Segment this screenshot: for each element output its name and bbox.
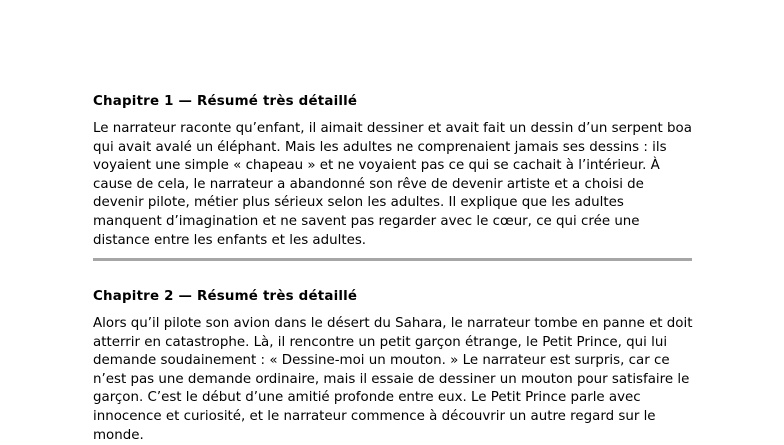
- section-divider: [93, 258, 692, 261]
- chapter-2-heading: Chapitre 2 — Résumé très détaillé: [93, 289, 358, 304]
- chapter-2-summary: Alors qu’il pilote son avion dans le désert du Sahara, le narrateur tombe en panne et doit atterrir en catastrophe. Là, il rencontre un petit garçon étrange, le Petit Prince, qui lui demande soudainement : « Dessine-moi un mouton. » Le narrateur est surpris, car ce n’est pas une demande ordinaire, mais il essaie de dessiner un mouton pour satisfaire le garçon. C’est le début d’une amitié profonde entre eux. Le Petit Prince parle avec innocence et curiosité, et le narrateur commence à découvrir un autre regard sur le monde.: [93, 316, 693, 443]
- chapter-1-section: [93, 93, 693, 250]
- chapter-2-section: [93, 288, 693, 445]
- chapter-1-summary: Le narrateur raconte qu’enfant, il aimait dessiner et avait fait un dessin d’un serpent boa qui avait avalé un éléphant. Mais les adultes ne comprenaient jamais ses dessins : ils voyaient une simple « chapeau » et ne voyaient pas ce qui se cachait à l’intérieur. À cause de cela, le narrateur a abandonné son rêve de devenir artiste et a choisi de devenir pilote, métier plus sérieux selon les adultes. Il explique que les adultes manquent d’imagination et ne savent pas regarder avec le cœur, ce qui crée une distance entre les enfants et les adultes.: [93, 121, 692, 248]
- chapter-1-heading: Chapitre 1 — Résumé très détaillé: [93, 94, 358, 109]
